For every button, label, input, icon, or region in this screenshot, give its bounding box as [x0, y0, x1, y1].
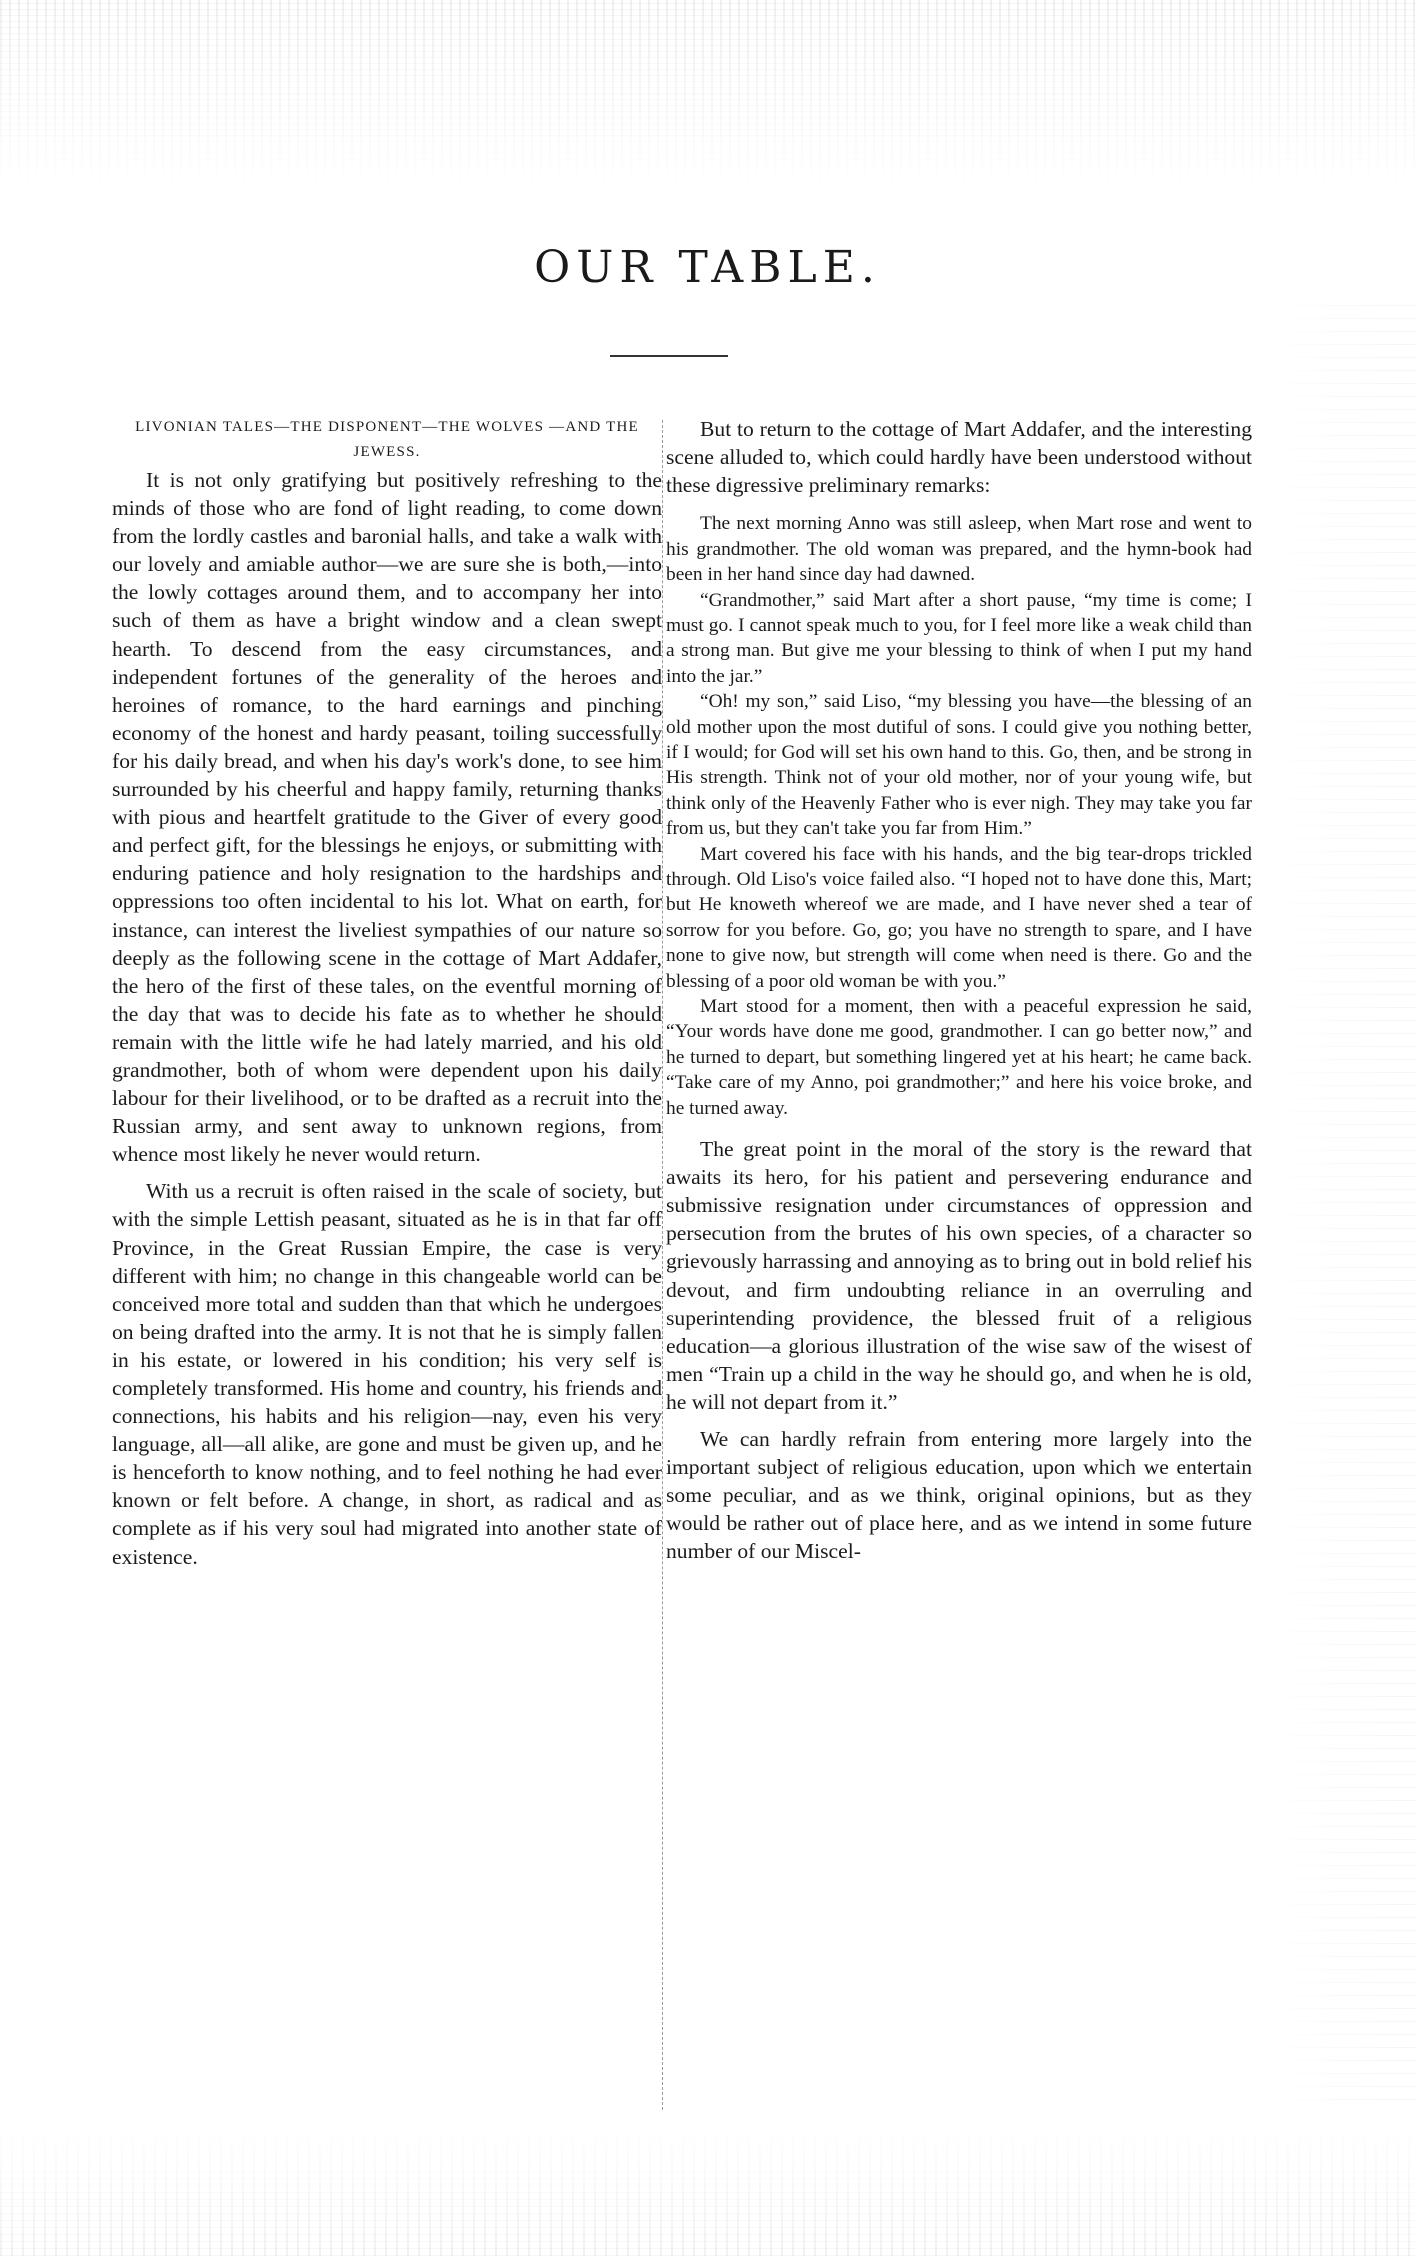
quote-paragraph: Mart stood for a moment, then with a peaceful expression he said, “Your words have done me good, grandmother. I can go better now,” and he turned to depart, but something lingered yet at his heart; he came back. “Take care of my Anno, poi grandmother;” and here his voice broke, and he turned away.	[666, 996, 1252, 1119]
paragraph: It is not only gratifying but positively refreshing to the minds of those who are fond of light reading, to come down from the lordly castles and baronial halls, and take a walk with our lovely and amiable author—we are sure she is both,—into the lowly cottages around them, and to accompany her into such of them as have a bright window and a clean swept hearth. To descend from the easy circumstances, and independent fortunes of the generality of the heroes and heroines of romance, to the hard earnings and pinching economy of the honest and hardy peasant, toiling successfully for his daily bread, and when his day's work's done, to see him surrounded by his cheerful and happy family, returning thanks with pious and heartfelt gratitude to the Giver of every good and perfect gift, for the blessings he enjoys, or submitting with enduring patience and holy resignation to the hardships and oppressions too often incidental to his lot. What on earth, for instance, can interest the liveliest sympathies of our nature so deeply as the following scene in the cottage of Mart Addafer, the hero of the first of these tales, on the eventful morning of the day that was to decide his fate as to whether he should remain with the little wife he had lately married, and his old grandmother, both of whom were dependent upon his daily labour for their livelihood, or to be drafted as a recruit into the Russian army, and sent away to unknown regions, from whence most likely he never would return.	[112, 468, 662, 1167]
quote-paragraph: “Oh! my son,” said Liso, “my blessing you have—the blessing of an old mother upon the most dutiful of sons. I could give you nothing better, if I would; for God will set his own hand to this. Go, then, and be strong in His strength. Think not of your old mother, nor of your young wife, but think only of the Heavenly Father who is ever nigh. They may take you far from us, but they can't take you far from Him.”	[666, 691, 1252, 840]
scan-noise-top	[0, 0, 1415, 190]
scan-noise-right	[1255, 300, 1415, 2100]
page-title: OUR TABLE.	[534, 242, 881, 293]
paragraph: We can hardly refrain from entering more largely into the important subject of religious education, upon which we entertain some peculiar, and as we think, original opinions, but as they would be rather out of place here, and as we intend in some future number of our Miscel-	[666, 1426, 1252, 1564]
right-column	[666, 415, 1252, 1565]
quote-paragraph: The next morning Anno was still asleep, when Mart rose and went to his grandmother. The old woman was prepared, and the hymn-book had been in her hand since day had dawned.	[666, 513, 1252, 586]
column-divider	[662, 420, 663, 2110]
paragraph: The great point in the moral of the story is the reward that awaits its hero, for his patient and persevering endurance and submissive resignation under circumstances of oppression and persecution from the brutes of his own species, of a character so grievously harrassing and annoying as to bring out in bold relief his devout, and firm undoubting reliance in an overruling and superintending providence, the blessed fruit of a religious education—a glorious illustration of the wise saw of the wisest of men “Train up a child in the way he should go, and when he is old, he will not depart from it.”	[666, 1137, 1252, 1414]
paragraph: With us a recruit is often raised in the scale of society, but with the simple Lettish peasant, situated as he is in that far off Province, in the Great Russian Empire, the case is very different with him; no change in this changeable world can be conceived more total and sudden than that which he undergoes on being drafted into the army. It is not that he is simply fallen in his estate, or lowered in his condition; his very self is completely transformed. His home and country, his friends and connections, his habits and his religion—nay, even his very language, all—all alike, are gone and must be given up, and he is henceforth to know nothing, and to feel nothing he had ever known or felt before. A change, in short, as radical and as complete as if his very soul had migrated into another state of existence.	[112, 1179, 662, 1569]
paragraph: But to return to the cottage of Mart Addafer, and the interesting scene alluded to, which could hardly have been understood without these digressive preliminary remarks:	[666, 417, 1252, 498]
title-rule	[610, 355, 728, 357]
article-heading: LIVONIAN TALES—THE DISPONENT—THE WOLVES —AND THE JEWESS.	[135, 419, 639, 460]
left-column	[112, 415, 662, 1571]
scan-noise-bottom	[0, 2126, 1415, 2256]
quote-paragraph: “Grandmother,” said Mart after a short pause, “my time is come; I must go. I cannot speak much to you, for I feel more like a weak child than a strong man. But give me your blessing to think of when I put my hand into the jar.”	[666, 589, 1252, 687]
quote-paragraph: Mart covered his face with his hands, and the big tear-drops trickled through. Old Liso's voice failed also. “I hoped not to have done this, Mart; but He knoweth whereof we are made, and I have never shed a tear of sorrow for you before. Go, go; you have no strength to spare, and I have none to give now, but strength will come when need is there. Go and the blessing of a poor old woman be with you.”	[666, 843, 1252, 992]
